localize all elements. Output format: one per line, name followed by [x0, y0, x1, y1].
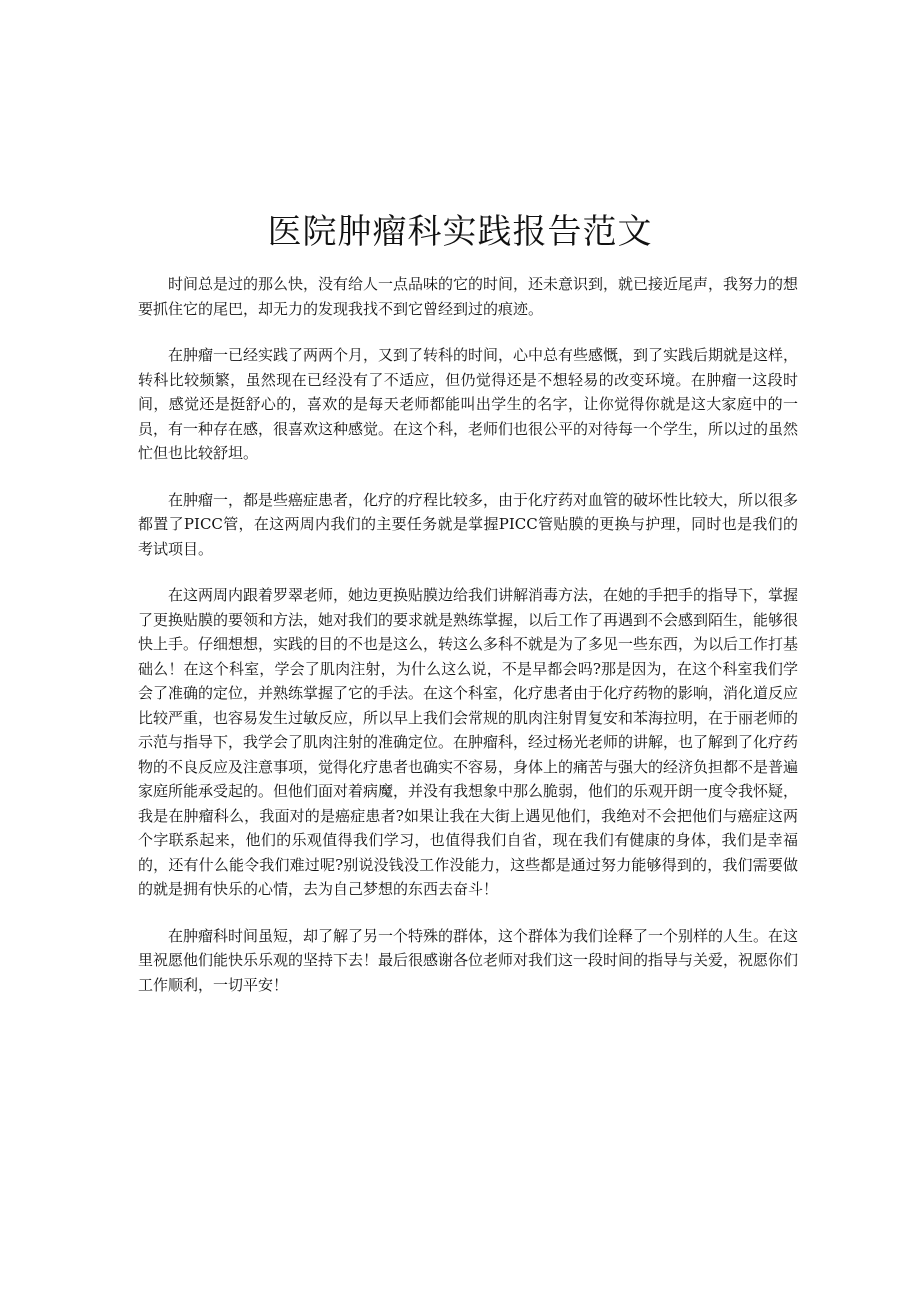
paragraph-3: 在肿瘤一，都是些癌症患者，化疗的疗程比较多，由于化疗药对血管的破坏性比较大，所以很多都置了PICC管，在这两周内我们的主要任务就是掌握PICC管贴膜的更换与护理，同时也是我们的考试项目。 [138, 490, 799, 558]
document-body [138, 272, 798, 1019]
paragraph-1: 时间总是过的那么快，没有给人一点品味的它的时间，还未意识到，就已接近尾声，我努力的想要抓住它的尾巴，却无力的发现我找不到它曾经到过的痕迹。 [138, 275, 799, 318]
paragraph-2: 在肿瘤一已经实践了两两个月，又到了转科的时间，心中总有些感慨，到了实践后期就是这样，转科比较频繁，虽然现在已经没有了不适应，但仍觉得还是不想轻易的改变环境。在肿瘤一这段时间，感觉还是挺舒心的，喜欢的是每天老师都能叫出学生的名字，让你觉得你就是这大家庭中的一员，有一种存在感，很喜欢这种感觉。在这个科，老师们也很公平的对待每一个学生，所以过的虽然忙但也比较舒坦。 [138, 346, 799, 462]
document-title: 医院肿瘤科实践报告范文 [267, 212, 653, 252]
paragraph-4: 在这两周内跟着罗翠老师，她边更换贴膜边给我们讲解消毒方法，在她的手把手的指导下，掌握了更换贴膜的要领和方法，她对我们的要求就是熟练掌握，以后工作了再遇到不会感到陌生，能够很快上手。仔细想想，实践的目的不也是这么，转这么多科不就是为了多见一些东西，为以后工作打基础么！在这个科室，学会了肌肉注射，为什么这么说，不是早都会吗?那是因为，在这个科室我们学会了准确的定位，并熟练掌握了它的手法。在这个科室，化疗患者由于化疗药物的影响，消化道反应比较严重，也容易发生过敏反应，所以早上我们会常规的肌肉注射胃复安和苯海拉明，在于丽老师的示范与指导下，我学会了肌肉注射的准确定位。在肿瘤科，经过杨光老师的讲解，也了解到了化疗药物的不良反应及注意事项，觉得化疗患者也确实不容易，身体上的痛苦与强大的经济负担都不是普遍家庭所能承受起的。但他们面对着病魔，并没有我想象中那么脆弱，他们的乐观开朗一度令我怀疑，我是在肿瘤科么，我面对的是癌症患者?如果让我在大街上遇见他们，我绝对不会把他们与癌症这两个字联系起来，他们的乐观值得我们学习，也值得我们自省，现在我们有健康的身体，我们是幸福的，还有什么能令我们难过呢?别说没钱没工作没能力，这些都是通过努力能够得到的，我们需要做的就是拥有快乐的心情，去为自己梦想的东西去奋斗！ [138, 586, 799, 898]
paragraph-5: 在肿瘤科时间虽短，却了解了另一个特殊的群体，这个群体为我们诠释了一个别样的人生。在这里祝愿他们能快乐乐观的坚持下去！最后很感谢各位老师对我们这一段时间的指导与关爱，祝愿你们工作顺利，一切平安！ [138, 926, 799, 994]
